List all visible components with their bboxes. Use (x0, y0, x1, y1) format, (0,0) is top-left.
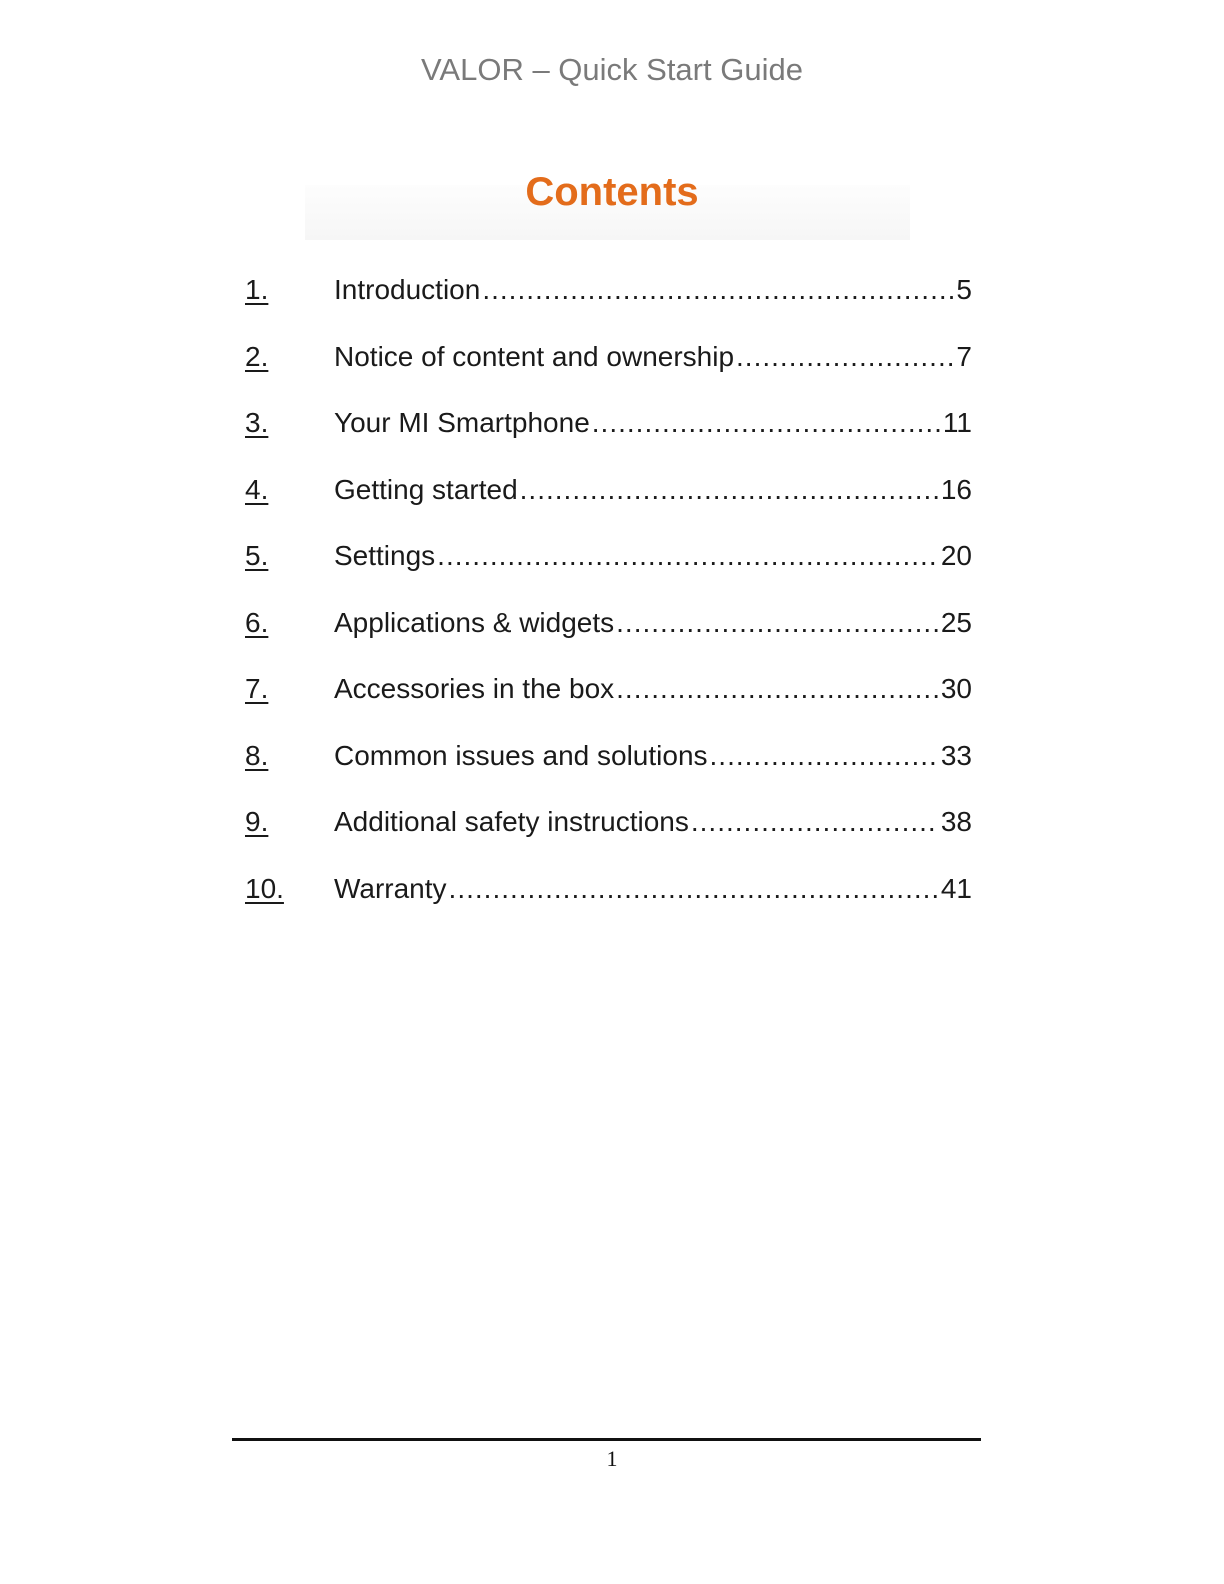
toc-entry[interactable] (245, 673, 972, 740)
toc-entry-title[interactable]: Additional safety instructions (334, 806, 689, 837)
toc-entry-number[interactable]: 8. (245, 739, 269, 771)
toc-dot-leader (616, 607, 939, 639)
toc-entry-title[interactable]: Accessories in the box (334, 673, 615, 704)
toc-entry[interactable] (245, 607, 972, 674)
toc-entry-page[interactable]: 30 (940, 673, 972, 704)
toc-entry-title[interactable]: Applications & widgets (334, 606, 615, 638)
toc-dot-leader (736, 341, 954, 373)
toc-entry[interactable] (245, 740, 972, 807)
toc-entry-title[interactable]: Warranty (334, 872, 447, 904)
toc-dot-leader (616, 673, 939, 705)
toc-entry-page[interactable]: 41 (940, 872, 972, 904)
toc-dot-leader (482, 274, 954, 306)
toc-entry-title[interactable]: Getting started (334, 473, 518, 505)
toc-entry-page[interactable]: 25 (940, 606, 972, 638)
toc-entry-number[interactable]: 6. (245, 606, 269, 638)
toc-entry-number[interactable]: 10. (245, 872, 284, 904)
toc-dot-leader (592, 407, 941, 439)
table-of-contents (245, 274, 972, 939)
toc-entry-number[interactable]: 7. (245, 673, 269, 704)
footer-divider (232, 1438, 981, 1441)
toc-dot-leader (691, 806, 939, 838)
toc-entry-page[interactable]: 20 (940, 540, 972, 571)
toc-entry-number[interactable]: 3. (245, 407, 269, 438)
toc-entry[interactable] (245, 873, 972, 940)
toc-entry-page[interactable]: 33 (940, 739, 972, 771)
toc-entry[interactable] (245, 806, 972, 873)
toc-entry-number[interactable]: 9. (245, 806, 269, 837)
toc-entry-page[interactable]: 11 (942, 407, 972, 438)
toc-dot-leader (449, 873, 939, 905)
toc-entry-number[interactable]: 5. (245, 540, 269, 571)
toc-entry-page[interactable]: 16 (940, 473, 972, 505)
running-header: VALOR – Quick Start Guide (421, 52, 803, 87)
toc-dot-leader (710, 740, 939, 772)
toc-entry-page[interactable]: 38 (940, 806, 972, 837)
toc-entry-number[interactable]: 1. (245, 274, 269, 305)
toc-entry-page[interactable]: 5 (956, 274, 972, 305)
toc-entry-title[interactable]: Your MI Smartphone (334, 407, 590, 438)
toc-entry[interactable] (245, 341, 972, 408)
contents-title: Contents (525, 170, 699, 214)
page-number: 1 (606, 1446, 618, 1471)
toc-dot-leader (437, 540, 939, 572)
toc-entry[interactable] (245, 474, 972, 541)
toc-entry-title[interactable]: Introduction (334, 274, 481, 305)
toc-entry-number[interactable]: 4. (245, 473, 269, 505)
toc-entry-page[interactable]: 7 (956, 340, 972, 372)
toc-entry-title[interactable]: Settings (334, 540, 436, 571)
toc-entry-title[interactable]: Notice of content and ownership (334, 340, 735, 372)
toc-entry[interactable] (245, 274, 972, 341)
toc-entry[interactable] (245, 407, 972, 474)
toc-entry-number[interactable]: 2. (245, 340, 269, 372)
toc-entry[interactable] (245, 540, 972, 607)
toc-entry-title[interactable]: Common issues and solutions (334, 739, 708, 771)
toc-dot-leader (520, 474, 939, 506)
